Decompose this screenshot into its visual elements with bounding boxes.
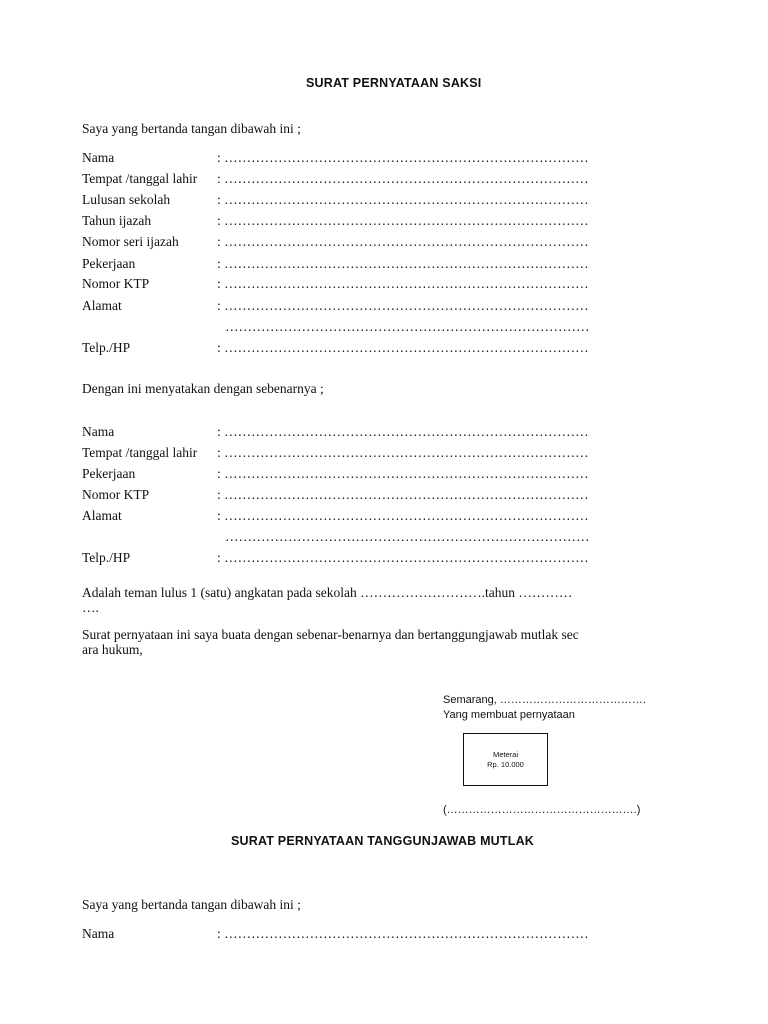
field-label: Alamat xyxy=(82,298,122,313)
fill-in-blank: : ……………………………………………………………………… xyxy=(217,213,589,228)
field-label: Pekerjaan xyxy=(82,466,136,481)
second-document-title: SURAT PERNYATAAN TANGGUNJAWAB MUTLAK xyxy=(231,834,535,848)
place-date-line: Semarang, …………………………………. xyxy=(443,694,646,706)
stamp-amount: Rp. 10.000 xyxy=(487,760,524,769)
fill-in-blank: : ……………………………………………………………………… xyxy=(217,487,589,502)
stamp-label: Meterai xyxy=(492,750,518,759)
field-label: Nomor KTP xyxy=(82,276,150,291)
fill-in-blank: : ……………………………………………………………………… xyxy=(217,340,589,355)
fill-in-blank: : ……………………………………………………………………… xyxy=(217,276,589,291)
signature-line: (…………………………………………….) xyxy=(443,804,641,816)
intro-text: Saya yang bertanda tangan dibawah ini ; xyxy=(82,897,301,912)
field-label: Tempat /tanggal lahir xyxy=(82,445,198,460)
statement-line: ara hukum, xyxy=(82,642,143,657)
statement-line: Surat pernyataan ini saya buata dengan sebenar-benarnya dan bertanggungjawab mutlak sec xyxy=(82,627,579,642)
field-label: Tahun ijazah xyxy=(82,213,152,228)
field-label: Telp./HP xyxy=(82,340,131,355)
fill-in-blank: : ……………………………………………………………………… xyxy=(217,192,589,207)
fill-in-blank: : ……………………………………………………………………… xyxy=(217,171,589,186)
field-label: Telp./HP xyxy=(82,550,131,565)
intro-text: Saya yang bertanda tangan dibawah ini ; xyxy=(82,121,301,136)
fill-in-blank: : ……………………………………………………………………… xyxy=(217,550,589,565)
declaration-intro: Dengan ini menyatakan dengan sebenarnya ; xyxy=(82,381,324,396)
field-label: Nama xyxy=(82,424,115,439)
fill-in-blank: : ……………………………………………………………………… xyxy=(217,298,589,313)
field-label: Nama xyxy=(82,926,115,941)
fill-in-blank: : ……………………………………………………………………… xyxy=(217,445,589,460)
field-label: Tempat /tanggal lahir xyxy=(82,171,198,186)
field-label: Pekerjaan xyxy=(82,256,136,271)
address-continuation-blank: ……………………………………………………………………… xyxy=(225,529,590,544)
field-label: Nomor seri ijazah xyxy=(82,234,179,249)
statement-line: Adalah teman lulus 1 (satu) angkatan pada sekolah ……………………….tahun ………… xyxy=(82,585,573,600)
fill-in-blank: : ……………………………………………………………………… xyxy=(217,508,589,523)
fill-in-blank: : ……………………………………………………………………… xyxy=(217,926,589,941)
fill-in-blank: : ……………………………………………………………………… xyxy=(217,466,589,481)
field-label: Nama xyxy=(82,150,115,165)
field-label: Alamat xyxy=(82,508,122,523)
fill-in-blank: : ……………………………………………………………………… xyxy=(217,256,589,271)
responsibility-statement xyxy=(82,627,642,657)
address-continuation-blank: ……………………………………………………………………… xyxy=(225,319,590,334)
fill-in-blank: : ……………………………………………………………………… xyxy=(217,234,589,249)
statement-line: …. xyxy=(82,600,99,615)
signer-label: Yang membuat pernyataan xyxy=(443,709,575,721)
fill-in-blank: : ……………………………………………………………………… xyxy=(217,150,589,165)
field-label: Nomor KTP xyxy=(82,487,150,502)
document-title: SURAT PERNYATAAN SAKSI xyxy=(306,76,482,90)
revenue-stamp-box xyxy=(463,733,548,786)
field-label: Lulusan sekolah xyxy=(82,192,171,207)
fill-in-blank: : ……………………………………………………………………… xyxy=(217,424,589,439)
classmate-statement xyxy=(82,585,642,615)
